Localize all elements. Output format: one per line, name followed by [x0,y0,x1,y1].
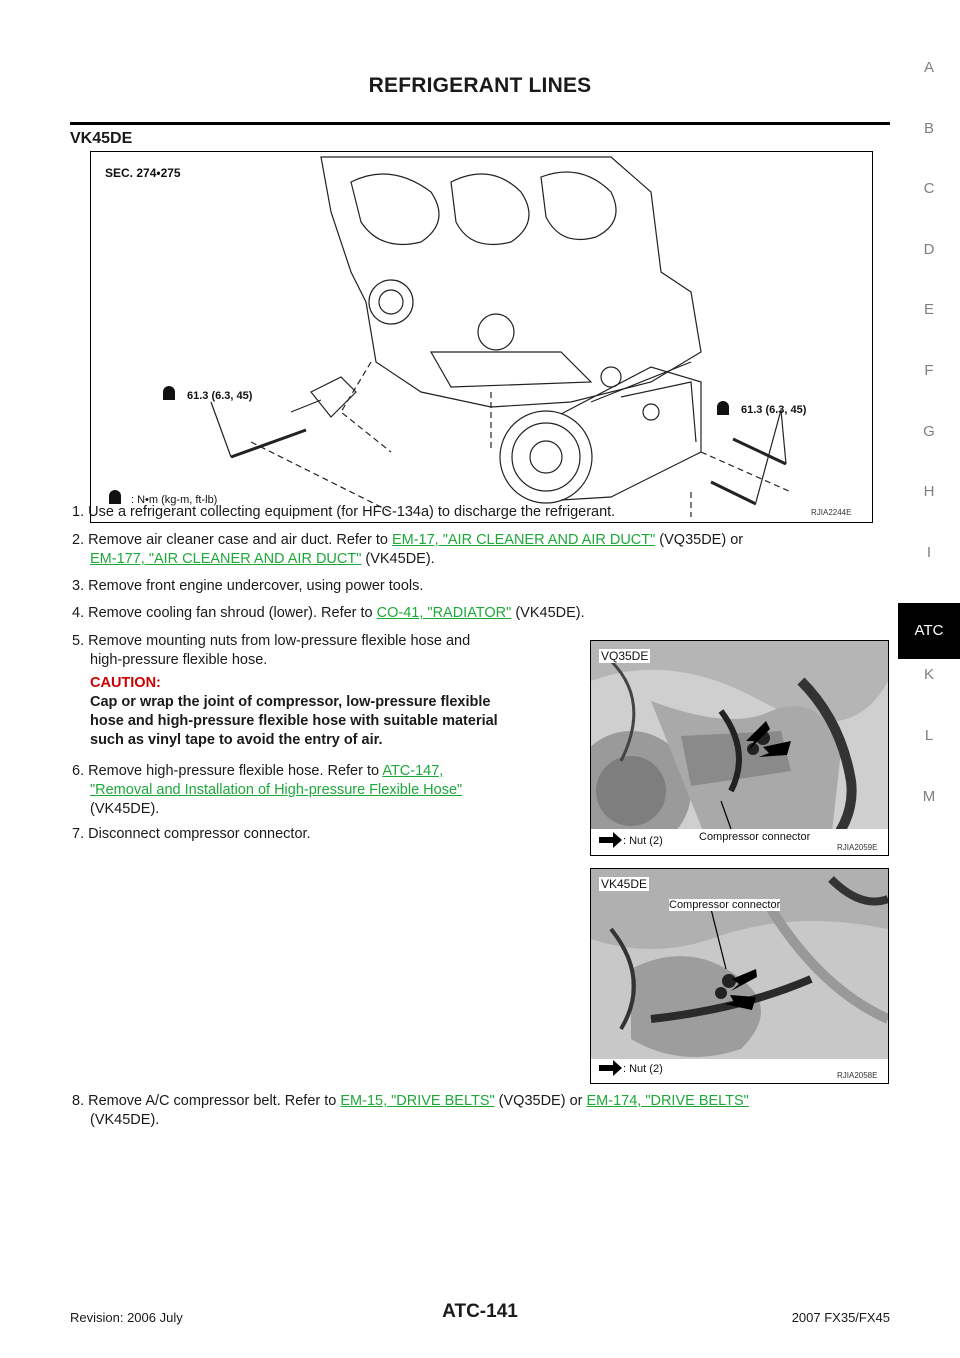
nut-legend: : Nut (2) [623,1063,663,1075]
step-text: Remove front engine undercover, using power tools. [88,578,424,594]
page-title: REFRIGERANT LINES [368,74,592,97]
step-1 [72,504,615,520]
step-text: Disconnect compressor connector. [88,826,311,842]
step-number: 2. [72,532,85,548]
link-em177[interactable]: EM-177, "AIR CLEANER AND AIR DUCT" [90,551,362,567]
step-text: Remove cooling fan shroud (lower). Refer to [88,605,377,621]
side-index-c[interactable]: C [923,180,935,198]
side-index-atc-active[interactable]: ATC [898,603,960,659]
footer-page-number: ATC-141 [442,1301,518,1322]
compressor-connector-label: Compressor connector [669,899,781,911]
step-text: Remove air cleaner case and air duct. Refer to [88,532,392,548]
figure-compressor-exploded [90,151,873,523]
side-index-m[interactable]: M [922,787,936,805]
step-6 [72,762,582,819]
figure-code: RJIA2059E [837,843,878,852]
vq35de-engine-photo [591,641,888,855]
step-number: 4. [72,605,85,621]
step-3 [72,578,423,594]
step-number: 5. [72,633,85,649]
step-number: 7. [72,826,85,842]
step-7 [72,826,311,842]
footer-revision: Revision: 2006 July [70,1310,183,1325]
step-6-line2 [72,781,582,800]
side-index-l[interactable]: L [924,726,934,744]
figure-code: RJIA2058E [837,1071,878,1080]
torque-label-right: 61.3 (6.3, 45) [741,404,807,416]
side-index [898,58,960,847]
link-atc147[interactable]: ATC-147, [382,763,444,779]
step-text: (VK45DE). [361,551,435,567]
caution-line1: Cap or wrap the joint of compressor, low-pressure flexible [90,694,491,710]
sec-label: SEC. 274•275 [105,166,181,180]
step-2 [72,532,892,548]
step-5-line1 [72,632,582,651]
step-text: (VQ35DE) or [494,1093,587,1109]
caution-line2: hose and high-pressure flexible hose with suitable material [90,713,498,729]
side-index-h[interactable]: H [923,483,935,501]
side-index-a[interactable]: A [923,59,934,76]
step-5-line2: high-pressure flexible hose. [90,652,268,668]
step-8 [72,1092,892,1130]
link-em15[interactable]: EM-15, "DRIVE BELTS" [340,1093,495,1109]
unit-legend: : N•m (kg-m, ft-lb) [131,494,218,506]
step-text: (VQ35DE) or [655,532,744,548]
step-text: Remove high-pressure flexible hose. Refer to [88,763,383,779]
side-index-g[interactable]: G [923,422,935,440]
step-8-line2: (VK45DE). [90,1112,160,1128]
side-index-k[interactable]: K [923,666,934,684]
step-5 [72,632,582,750]
title-rule [70,122,890,125]
step-text: Remove A/C compressor belt. Refer to [88,1093,341,1109]
step-number: 3. [72,578,85,594]
compressor-connector-label: Compressor connector [699,831,811,843]
engine-label-vk45de: VK45DE [601,877,648,891]
engine-label-vq35de: VQ35DE [601,649,649,663]
nut-legend: : Nut (2) [623,835,663,847]
step-text: Remove mounting nuts from low-pressure flexible hose and [88,633,471,649]
side-index-f[interactable]: F [924,361,934,379]
side-index-d[interactable]: D [923,240,935,258]
step-number: 1. [72,504,85,520]
figure-vk45de-photo [590,868,889,1084]
link-co41[interactable]: CO-41, "RADIATOR" [376,605,512,621]
step-6-line3: (VK45DE). [90,801,160,817]
step-text: Use a refrigerant collecting equipment (for HFC-134a) to discharge the refrigerant. [88,504,616,520]
footer-model: 2007 FX35/FX45 [791,1310,890,1325]
link-em17[interactable]: EM-17, "AIR CLEANER AND AIR DUCT" [391,532,656,548]
step-text: (VK45DE). [511,605,585,621]
section-heading: VK45DE [70,130,133,147]
torque-label-left: 61.3 (6.3, 45) [187,390,253,402]
figure-code: RJIA2244E [811,508,852,517]
caution-label: CAUTION: [90,675,161,691]
step-number: 8. [72,1093,85,1109]
side-index-i[interactable]: I [926,543,932,561]
link-em174[interactable]: EM-174, "DRIVE BELTS" [586,1093,749,1109]
step-number: 6. [72,763,85,779]
side-index-e[interactable]: E [923,301,934,319]
link-removal-installation[interactable]: "Removal and Installation of High-pressure Flexible Hose" [90,782,463,798]
step-4 [72,605,585,621]
engine-compressor-illustration [91,152,872,522]
side-index-b[interactable]: B [923,119,934,137]
caution-line3: such as vinyl tape to avoid the entry of air. [90,732,383,748]
step-6-line1 [72,762,582,781]
step-8-line1 [72,1092,892,1111]
figure-vq35de-photo [590,640,889,856]
step-2-line2 [90,551,435,567]
